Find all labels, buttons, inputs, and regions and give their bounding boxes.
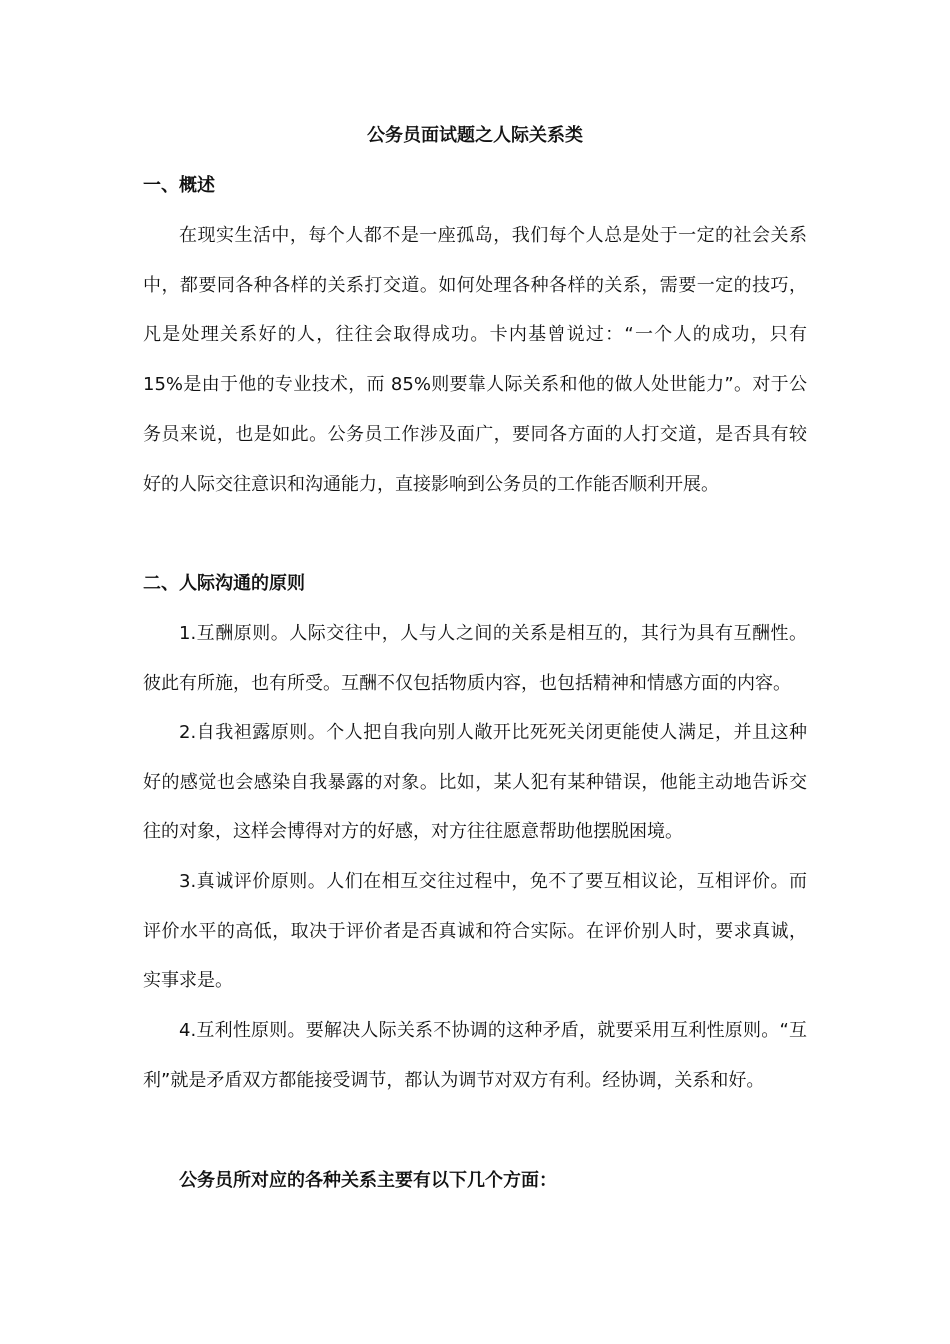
principle-paragraph-reciprocity: 1.互酬原则。人际交往中，人与人之间的关系是相互的，其行为具有互酬性。彼此有所施，也有所受。互酬不仅包括物质内容，也包括精神和情感方面的内容。 [143,623,807,694]
principle-paragraph-mutual-benefit: 4.互利性原则。要解决人际关系不协调的这种矛盾，就要采用互利性原则。“互利”就是矛盾双方都能接受调节，都认为调节对双方有利。经协调，关系和好。 [143,1020,807,1091]
principle-paragraph-sincere-evaluation: 3.真诚评价原则。人们在相互交往过程中，免不了要互相议论，互相评价。而评价水平的高低，取决于评价者是否真诚和符合实际。在评价别人时，要求真诚，实事求是。 [143,871,807,992]
section-heading-principles: 二、人际沟通的原则 [143,573,305,594]
relations-intro-line: 公务员所对应的各种关系主要有以下几个方面： [179,1170,557,1191]
section-heading-overview: 一、概述 [143,175,215,196]
page-title: 公务员面试题之人际关系类 [367,125,583,146]
principle-paragraph-self-disclosure: 2.自我袒露原则。个人把自我向别人敞开比死死关闭更能使人满足，并且这种好的感觉也会感染自我暴露的对象。比如，某人犯有某种错误，他能主动地告诉交往的对象，这样会博得对方的好感，对方往往愿意帮助他摆脱困境。 [143,722,807,843]
overview-paragraph: 在现实生活中，每个人都不是一座孤岛，我们每个人总是处于一定的社会关系中，都要同各种各样的关系打交道。如何处理各种各样的关系，需要一定的技巧，凡是处理关系好的人，往往会取得成功。卡内基曾说过：“一个人的成功，只有 15%是由于他的专业技术，而 85%则要靠人际关系和他的做人处世能力”。对于公务员来说，也是如此。公务员工作涉及面广，要同各方面的人打交道，是否具有较好的人际交往意识和沟通能力，直接影响到公务员的工作能否顺利开展。 [143,225,807,495]
